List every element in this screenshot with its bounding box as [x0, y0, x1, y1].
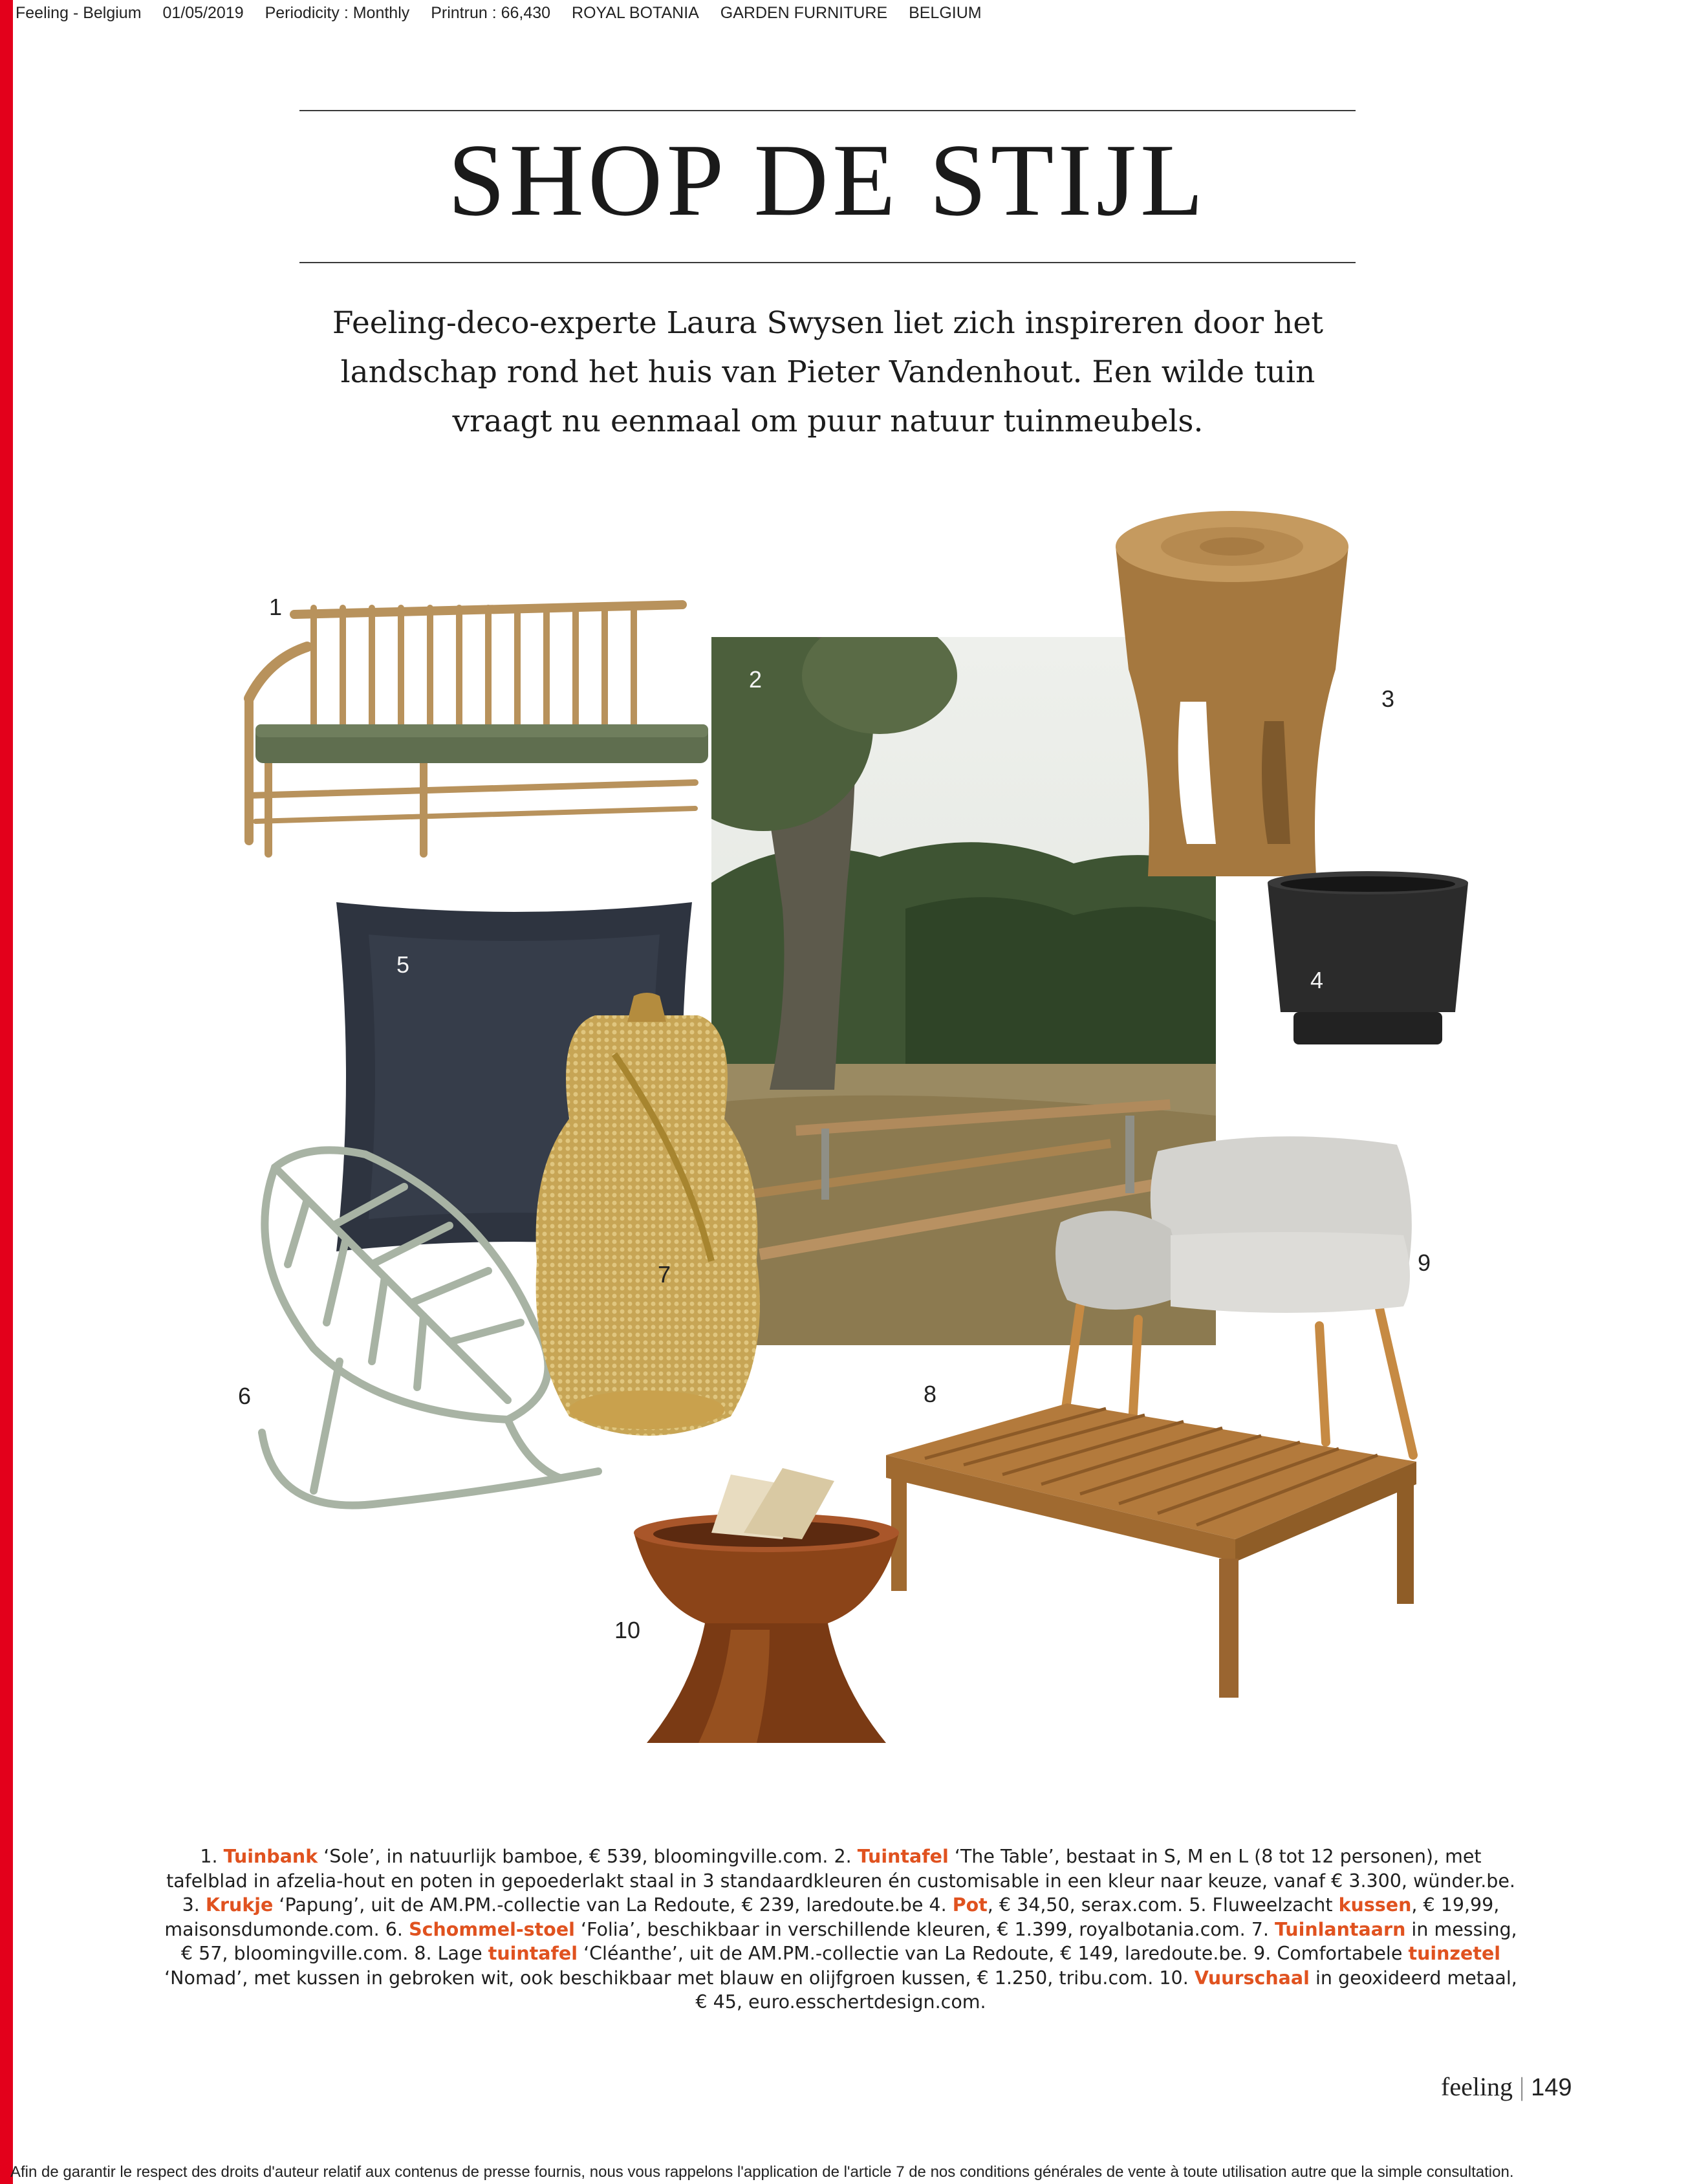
title-rule-bottom — [299, 262, 1356, 263]
copyright-notice: Afin de garantir le respect des droits d'auteur relatif aux contenus de presse fournis, nous vous rappelons l'application de l'article 7 de nos conditions générales de vente à toute utilisation autre que la simple consultation. — [10, 2163, 1514, 2181]
product-number: 8 — [924, 1381, 937, 1407]
product-type-highlight: tuinzetel — [1408, 1943, 1501, 1964]
product-type-highlight: Tuintafel — [857, 1846, 949, 1867]
publication-date: 01/05/2019 — [162, 4, 244, 22]
product-number: 10 — [614, 1617, 641, 1643]
fire-bowl — [621, 1462, 912, 1749]
product-type-highlight: Vuurschaal — [1194, 1967, 1310, 1989]
intro-line: landschap rond het huis van Pieter Vandenhout. Een wilde tuin — [340, 354, 1315, 390]
caption-text: ‘Nomad’, met kussen in gebroken wit, ook beschikbaar met blauw en olijfgroen kussen, € 1.250, tribu.com. 10. — [164, 1967, 1195, 1989]
caption-text: 1. — [200, 1846, 224, 1867]
intro-text — [194, 299, 1462, 446]
caption-text: ‘Papung’, uit de AM.PM.-collectie van La Redoute, € 239, laredoute.be 4. — [273, 1894, 953, 1916]
intro-line: vraagt nu eenmaal om puur natuur tuinmeubels. — [452, 404, 1204, 439]
caption-text: ‘Cléanthe’, uit de AM.PM.-collectie van La Redoute, € 149, laredoute.be. 9. Comfortabele — [578, 1943, 1409, 1964]
periodicity: Periodicity : Monthly — [265, 4, 410, 22]
magazine-name: feeling — [1441, 2072, 1513, 2101]
product-number: 6 — [238, 1383, 252, 1409]
intro-line: Feeling-deco-experte Laura Swysen liet zich inspireren door het — [332, 305, 1324, 341]
product-type-highlight: Schommel-stoel — [409, 1918, 575, 1940]
product-number: 7 — [658, 1261, 671, 1288]
product-type-highlight: tuintafel — [488, 1943, 578, 1964]
clipping-header — [16, 4, 999, 23]
page-folio — [1441, 2071, 1572, 2102]
caption-text: ‘Folia’, beschikbaar in verschillende kleuren, € 1.399, royalbotania.com. 7. — [574, 1918, 1275, 1940]
caption-text: in messing, € 57, bloomingville.com. 8. Lage — [180, 1918, 1517, 1964]
product-type-highlight: kussen — [1338, 1894, 1412, 1916]
caption-text: , € 19,99, maisonsdumonde.com. 6. — [164, 1894, 1500, 1940]
country-tag: BELGIUM — [909, 4, 982, 22]
product-number: 5 — [396, 951, 410, 978]
low-garden-table — [873, 1384, 1423, 1701]
title-rule-top — [299, 110, 1356, 111]
product-type-highlight: Pot — [952, 1894, 988, 1916]
product-number: 9 — [1418, 1249, 1431, 1276]
caption-text: , € 34,50, serax.com. 5. Fluweelzacht — [987, 1894, 1339, 1916]
product-number: 4 — [1310, 967, 1324, 993]
wooden-stool — [1103, 508, 1361, 886]
caption-text: ‘Sole’, in natuurlijk bamboe, € 539, bloomingville.com. 2. — [318, 1846, 858, 1867]
product-type-highlight: Tuinlantaarn — [1274, 1918, 1406, 1940]
category-tag: GARDEN FURNITURE — [720, 4, 888, 22]
product-caption — [162, 1844, 1520, 2015]
caption-text: ‘The Table’, bestaat in S, M en L (8 tot 12 personen), met tafelblad in afzelia-hout en poten in gepoederlakt staal in 3 standaardkleuren én customisable in een kleur naar keuze, vanaf € 3.300, wünder.be. 3. — [166, 1846, 1515, 1916]
brand-tag: ROYAL BOTANIA — [572, 4, 699, 22]
product-type-highlight: Tuinbank — [223, 1846, 318, 1867]
bamboo-bench — [230, 569, 721, 892]
page-number: 149 — [1531, 2074, 1572, 2101]
product-number: 2 — [749, 666, 763, 693]
printrun: Printrun : 66,430 — [431, 4, 551, 22]
black-pot — [1261, 870, 1475, 1057]
product-type-highlight: Krukje — [205, 1894, 274, 1916]
publication-name: Feeling - Belgium — [16, 4, 142, 22]
left-red-bar — [0, 0, 13, 2184]
product-number: 3 — [1381, 686, 1395, 712]
garden-lantern — [536, 993, 760, 1436]
caption-text: in geoxideerd metaal, € 45, euro.esschertdesign.com. — [695, 1967, 1517, 2013]
folio-separator: | — [1519, 2072, 1525, 2101]
product-number: 1 — [269, 594, 283, 620]
page-title: SHOP DE STIJL — [448, 122, 1207, 237]
